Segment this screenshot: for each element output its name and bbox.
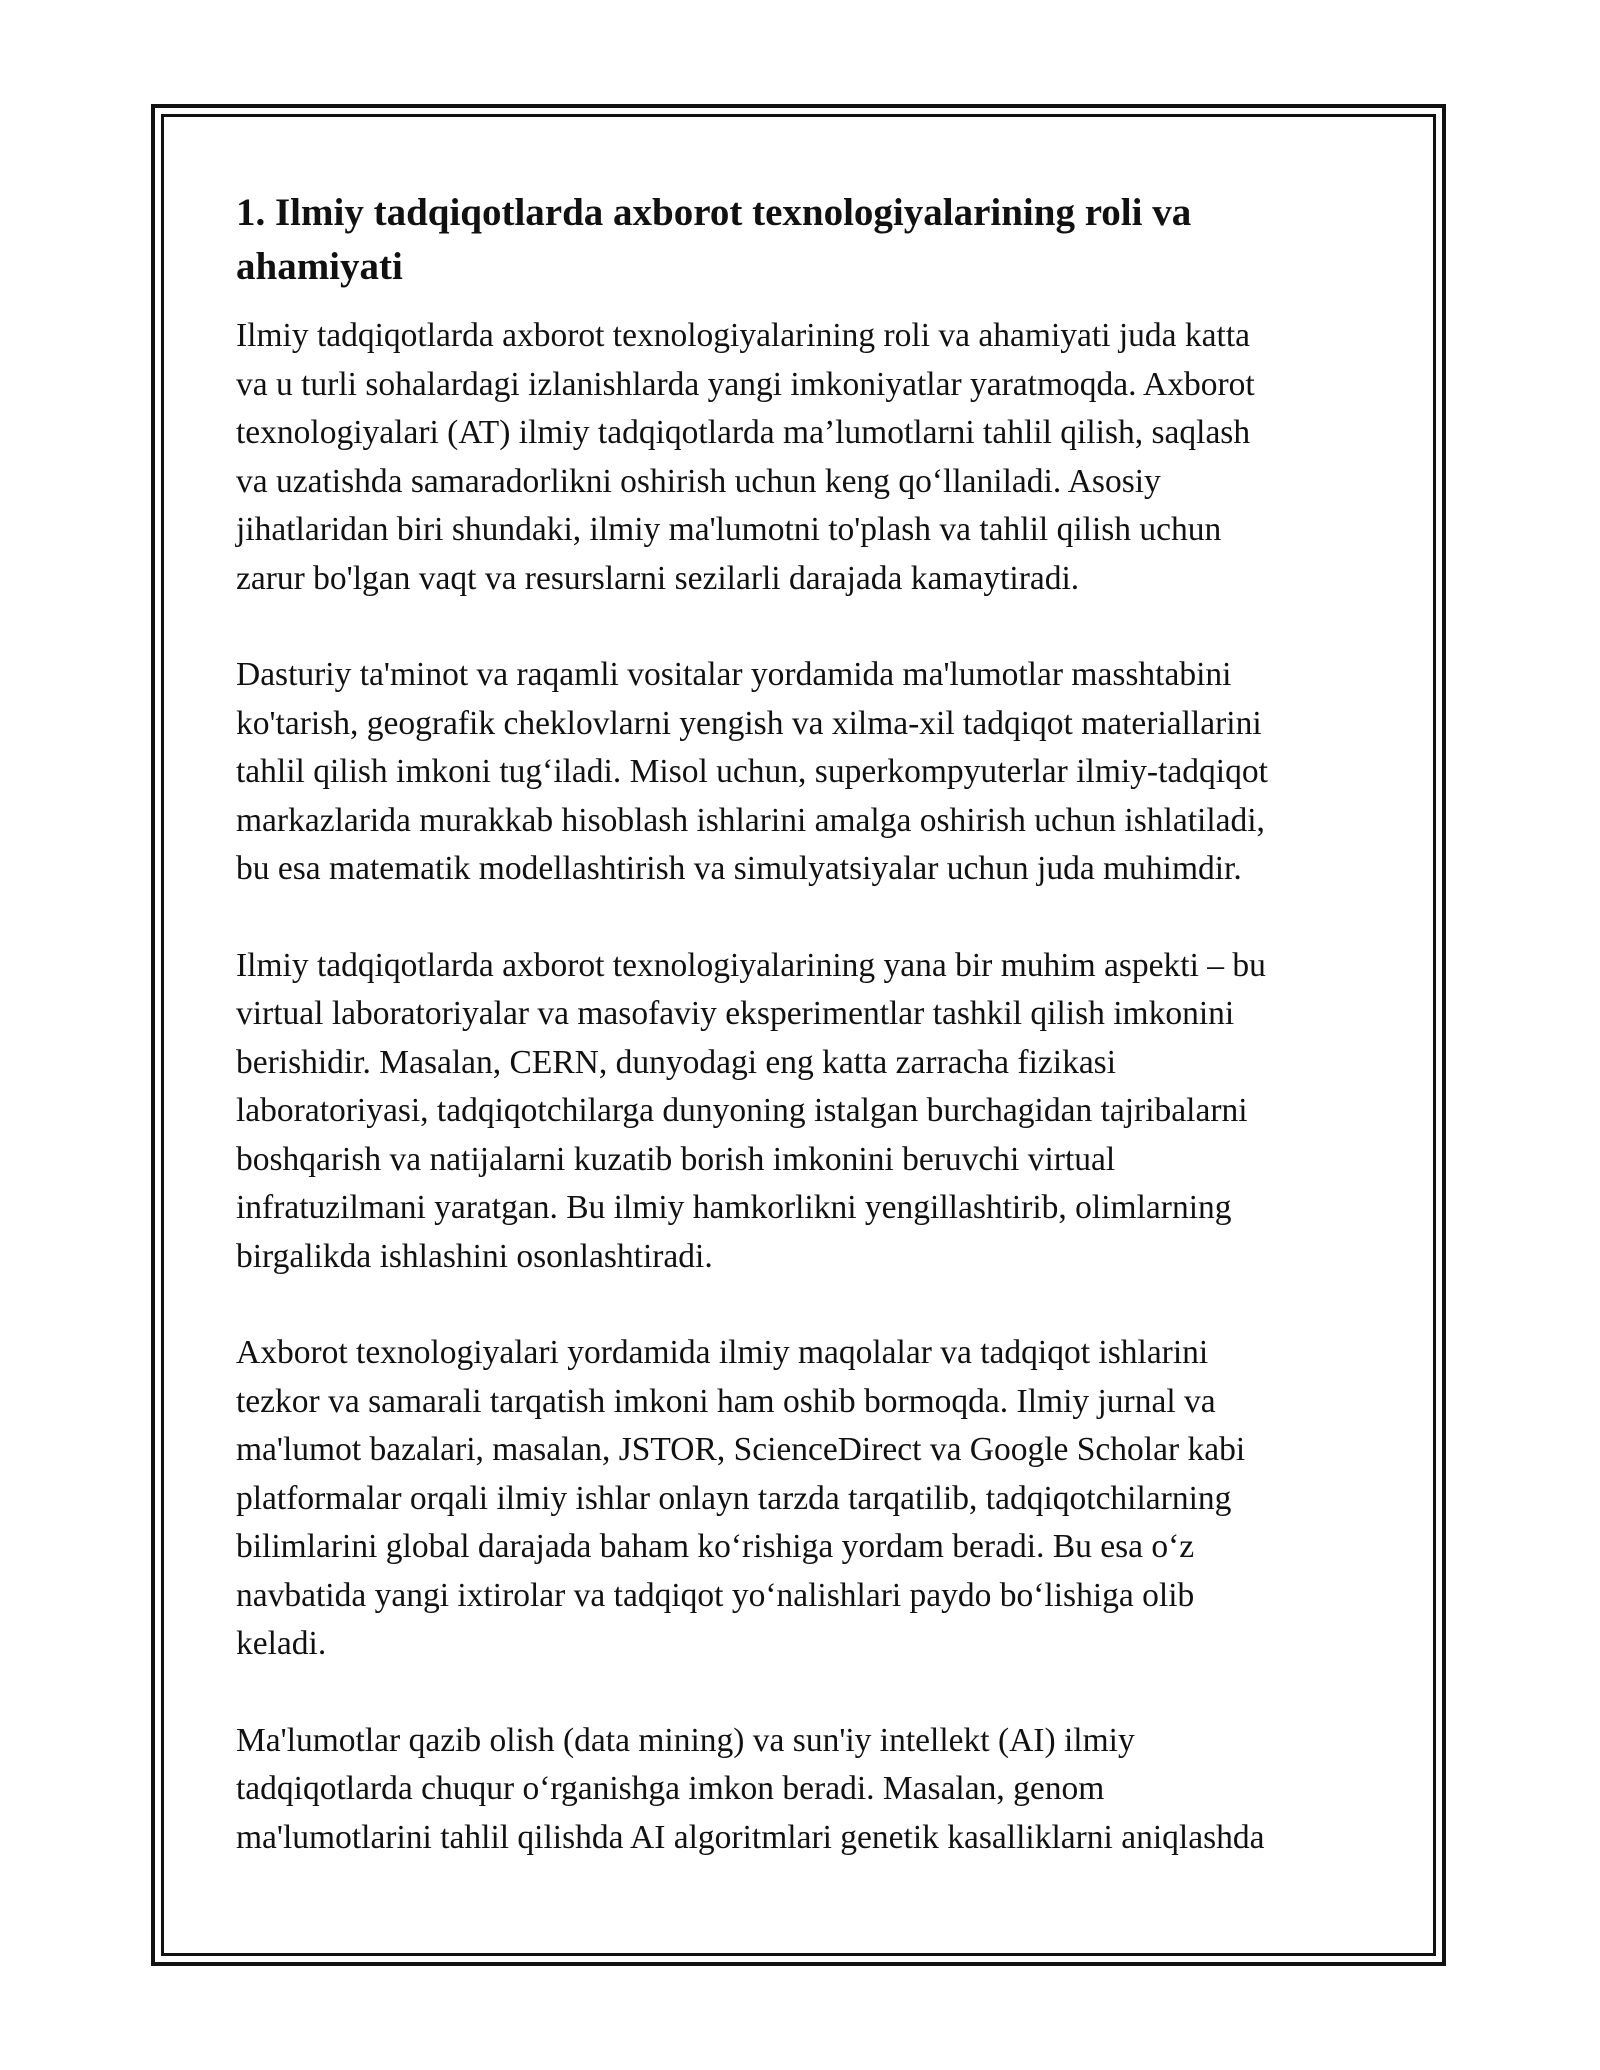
text-line: navbatida yangi ixtirolar va tadqiqot yo‘nalishlari paydo bo‘lishiga olib xyxy=(236,1576,1195,1614)
text-line: infratuzilmani yaratgan. Bu ilmiy hamkorlikni yengillashtirib, olimlarning xyxy=(236,1189,1232,1226)
text-line: keladi. xyxy=(236,1625,327,1662)
text-line: Ilmiy tadqiqotlarda axborot texnologiyalarining yana bir muhim aspekti – bu xyxy=(236,946,1266,984)
paragraph-3 xyxy=(236,942,1376,1282)
text-line: zarur bo'lgan vaqt va resurslarni sezilarli darajada kamaytiradi. xyxy=(236,559,1080,597)
text-line: bilimlarini global darajada baham ko‘rishiga yordam beradi. Bu esa o‘z xyxy=(236,1528,1195,1565)
text-line: berishidir. Masalan, CERN, dunyodagi eng katta zarracha fizikasi xyxy=(236,1043,1117,1081)
text-line: tahlil qilish imkoni tug‘iladi. Misol uchun, superkompyuterlar ilmiy-tadqiqot xyxy=(236,753,1268,790)
paragraph-4 xyxy=(236,1329,1376,1669)
text-line: laboratoriyasi, tadqiqotchilarga dunyoning istalgan burchagidan tajribalarni xyxy=(236,1092,1248,1129)
paragraph-5 xyxy=(236,1717,1376,1863)
text-line: texnologiyalari (AT) ilmiy tadqiqotlarda ma’lumotlarni tahlil qilish, saqlash xyxy=(236,414,1251,451)
text-line: boshqarish va natijalarni kuzatib borish imkonini beruvchi virtual xyxy=(236,1140,1116,1178)
text-line: tezkor va samarali tarqatish imkoni ham oshib bormoqda. Ilmiy jurnal va xyxy=(236,1382,1216,1420)
text-line: birgalikda ishlashini osonlashtiradi. xyxy=(236,1237,713,1275)
heading-line: ahamiyati xyxy=(236,245,403,288)
text-line: Dasturiy ta'minot va raqamli vositalar yordamida ma'lumotlar masshtabini xyxy=(236,656,1232,693)
text-line: ma'lumot bazalari, masalan, JSTOR, ScienceDirect va Google Scholar kabi xyxy=(236,1431,1246,1468)
section-heading xyxy=(236,186,1336,294)
text-line: bu esa matematik modellashtirish va simulyatsiyalar uchun juda muhimdir. xyxy=(236,850,1242,887)
text-line: va u turli sohalardagi izlanishlarda yangi imkoniyatlar yaratmoqda. Axborot xyxy=(236,365,1255,403)
text-line: jihatlaridan biri shundaki, ilmiy ma'lumotni to'plash va tahlil qilish uchun xyxy=(236,511,1222,548)
text-line: ko'tarish, geografik cheklovlarni yengish va xilma-xil tadqiqot materiallarini xyxy=(236,704,1262,742)
paragraph-1 xyxy=(236,312,1376,603)
heading-line: 1. Ilmiy tadqiqotlarda axborot texnologiyalarining roli va xyxy=(236,191,1192,234)
text-line: markazlarida murakkab hisoblash ishlarini amalga oshirish uchun ishlatiladi, xyxy=(236,801,1265,839)
text-line: platformalar orqali ilmiy ishlar onlayn tarzda tarqatilib, tadqiqotchilarning xyxy=(236,1479,1232,1517)
text-line: Ma'lumotlar qazib olish (data mining) va sun'iy intellekt (AI) ilmiy xyxy=(236,1721,1135,1759)
text-line: Axborot texnologiyalari yordamida ilmiy maqolalar va tadqiqot ishlarini xyxy=(236,1334,1209,1371)
text-line: virtual laboratoriyalar va masofaviy eksperimentlar tashkil qilish imkonini xyxy=(236,995,1235,1032)
text-line: tadqiqotlarda chuqur o‘rganishga imkon beradi. Masalan, genom xyxy=(236,1770,1105,1807)
text-line: ma'lumotlarini tahlil qilishda AI algoritmlari genetik kasalliklarni aniqlashda xyxy=(236,1818,1265,1856)
text-line: Ilmiy tadqiqotlarda axborot texnologiyalarining roli va ahamiyati juda katta xyxy=(236,317,1251,354)
text-line: va uzatishda samaradorlikni oshirish uchun keng qo‘llaniladi. Asosiy xyxy=(236,462,1161,500)
document-body xyxy=(236,186,1376,1910)
paragraph-2 xyxy=(236,651,1376,894)
